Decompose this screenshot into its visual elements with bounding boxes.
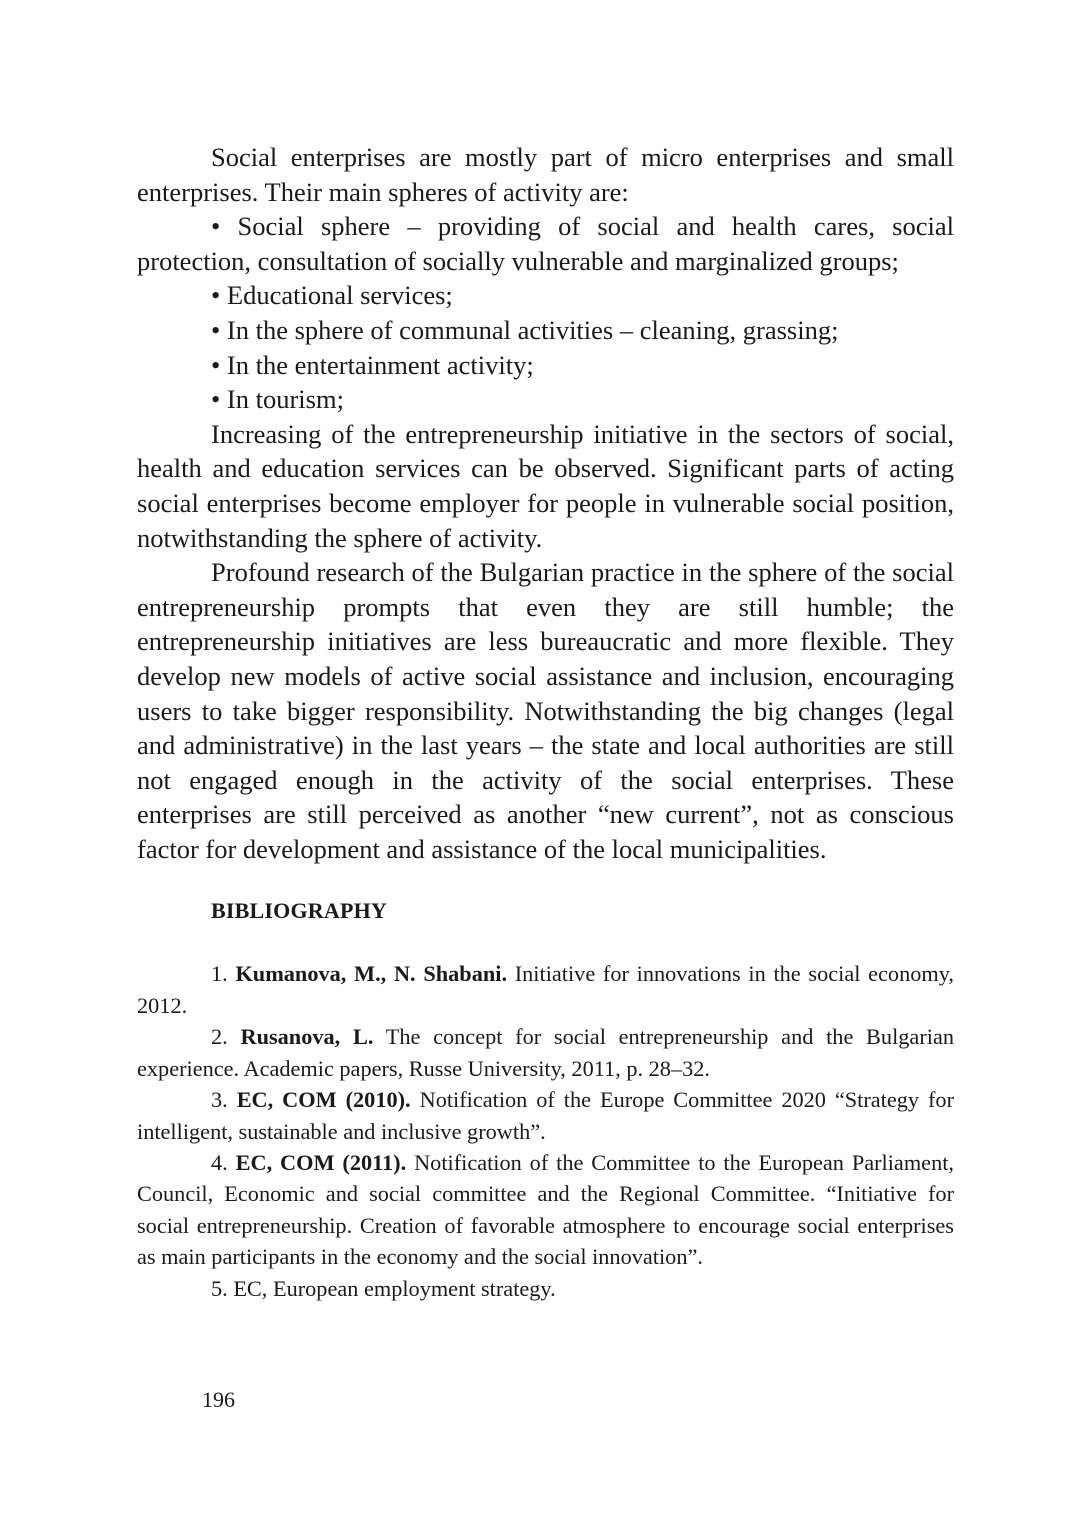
bibliography-heading: BIBLIOGRAPHY bbox=[211, 898, 387, 924]
reference-authors: Rusanova, L. bbox=[240, 1024, 374, 1050]
reference-item bbox=[137, 1273, 954, 1304]
page-number: 196 bbox=[202, 1387, 235, 1412]
reference-authors: EC, COM (2010). bbox=[236, 1087, 411, 1113]
reference-text: EC, European employment strategy. bbox=[233, 1275, 556, 1301]
reference-item bbox=[137, 1021, 954, 1084]
bullet-entertainment: • In the entertainment activity; bbox=[211, 349, 534, 380]
reference-authors: EC, COM (2011). bbox=[235, 1149, 407, 1175]
reference-number: 4. bbox=[211, 1149, 228, 1175]
paragraph-entrepreneurship-initiative: Increasing of the entrepreneurship initiative in the sectors of social, health and education services can be observed. Significant parts of acting social enterprises become employer for people in vulnerable social position, notwithstanding the sphere of activity. bbox=[137, 418, 954, 553]
reference-text: Notification of the Europe Committee 2020 “Strategy for intelligent, sustainable and inclusive growth”. bbox=[137, 1087, 955, 1144]
reference-number: 3. bbox=[211, 1087, 228, 1113]
bullet-tourism: • In tourism; bbox=[211, 384, 344, 415]
reference-text: Initiative for innovations in the social economy, 2012. bbox=[137, 961, 954, 1018]
body-text bbox=[137, 140, 954, 866]
page-content bbox=[137, 140, 954, 1304]
reference-number: 2. bbox=[211, 1024, 228, 1050]
reference-text: Notification of the Committee to the European Parliament, Council, Economic and social committee and the Regional Committee. “Initiative for social entrepreneurship. Creation of favorable atmosphere to encourage social enterprises as main participants in the economy and the social innovation”. bbox=[137, 1149, 954, 1270]
reference-item bbox=[137, 1084, 954, 1147]
bullet-social-sphere: • Social sphere – providing of social and health cares, social protection, consultation of socially vulnerable and marginalized groups; bbox=[137, 211, 954, 276]
reference-authors: Kumanova, M., N. Shabani. bbox=[235, 961, 508, 987]
bullet-educational-services: • Educational services; bbox=[211, 280, 453, 311]
intro-paragraph: Social enterprises are mostly part of micro enterprises and small enterprises. Their main spheres of activity are: bbox=[137, 142, 954, 207]
bibliography-list bbox=[137, 958, 954, 1303]
reference-item bbox=[137, 958, 954, 1021]
paragraph-bulgarian-practice: Profound research of the Bulgarian practice in the sphere of the social entrepreneurship prompts that even they are still humble; the entrepreneurship initiatives are less bureaucratic and more flexible. They develop new models of active social assistance and inclusion, encouraging users to take bigger responsibility. Notwithstanding the big changes (legal and administrative) in the last years – the state and local authorities are still not engaged enough in the activity of the social enterprises. These enterprises are still perceived as another “new current”, not as conscious factor for development and assistance of the local municipalities. bbox=[137, 557, 954, 864]
bullet-communal-activities: • In the sphere of communal activities – cleaning, grassing; bbox=[211, 314, 839, 345]
reference-number: 5. bbox=[211, 1275, 228, 1301]
reference-text: The concept for social entrepreneurship and the Bulgarian experience. Academic papers, Russe University, 2011, p. 28–32. bbox=[137, 1024, 954, 1081]
reference-item bbox=[137, 1147, 954, 1273]
reference-number: 1. bbox=[211, 961, 228, 987]
